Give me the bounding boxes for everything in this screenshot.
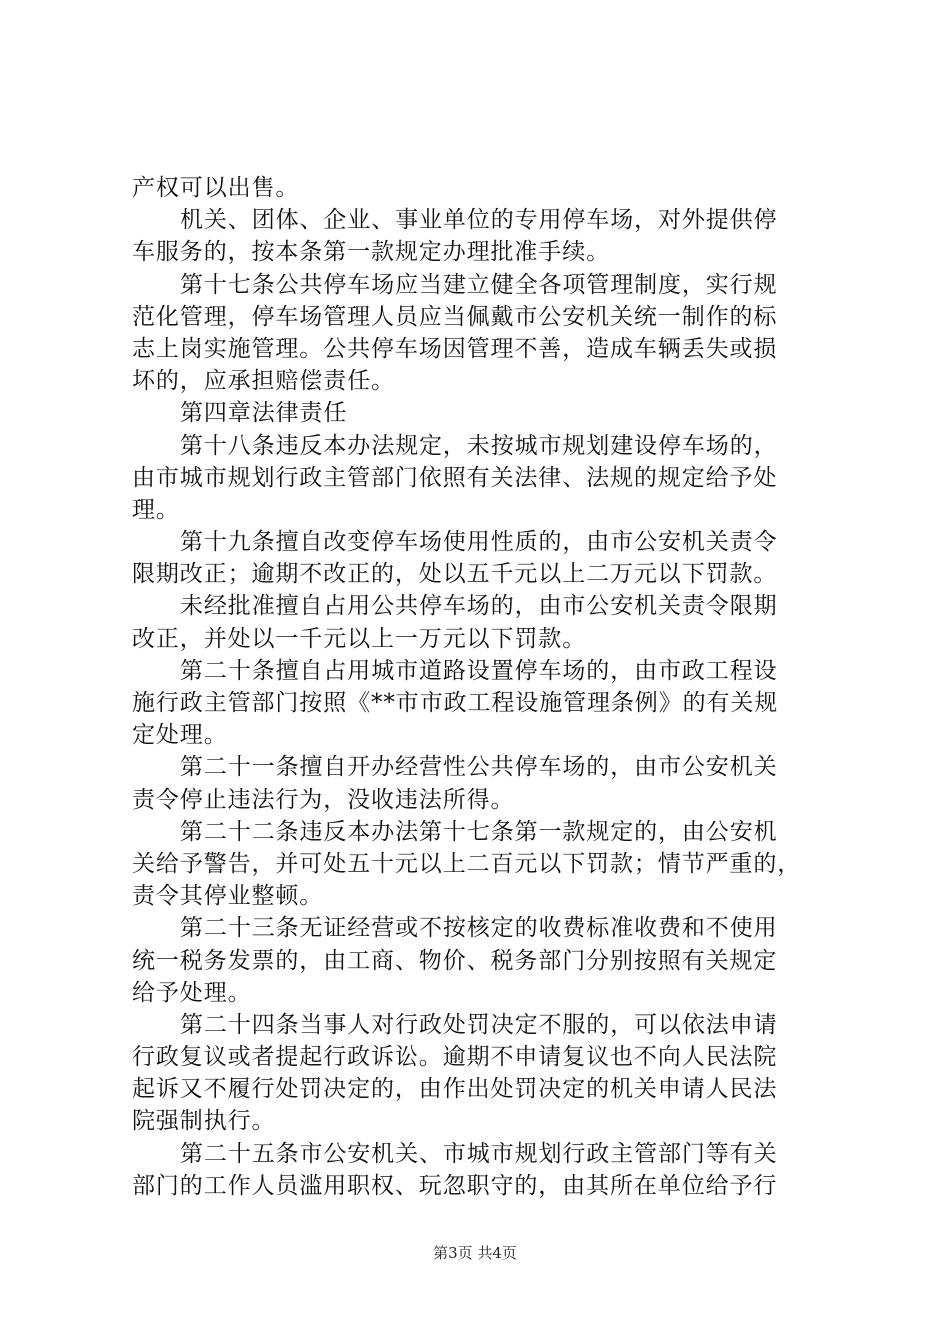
- text-line: 第二十条擅自占用城市道路设置停车场的，由市政工程设: [180, 657, 778, 684]
- text-line: 未经批准擅自占用公共停车场的，由市公安机关责令限期: [180, 593, 778, 620]
- text-line: 范化管理，停车场管理人员应当佩戴市公安机关统一制作的标: [132, 303, 778, 330]
- text-line: 第二十四条当事人对行政处罚决定不服的，可以依法申请: [180, 1011, 778, 1038]
- text-line: 志上岗实施管理。公共停车场因管理不善，造成车辆丢失或损: [132, 335, 778, 362]
- text-line: 理。: [132, 496, 180, 523]
- text-line: 第十八条违反本办法规定，未按城市规划建设停车场的，: [180, 432, 778, 459]
- text-line: 第十九条擅自改变停车场使用性质的，由市公安机关责令: [180, 529, 778, 556]
- text-line: 统一税务发票的，由工商、物价、税务部门分别按照有关规定: [132, 947, 778, 974]
- text-line: 坏的，应承担赔偿责任。: [132, 368, 395, 395]
- text-line: 第二十一条擅自开办经营性公共停车场的，由市公安机关: [180, 754, 778, 781]
- text-line: 责令停止违法行为，没收违法所得。: [132, 786, 515, 813]
- text-line: 限期改正；逾期不改正的，处以五千元以上二万元以下罚款。: [132, 561, 778, 588]
- text-line: 第二十五条市公安机关、市城市规划行政主管部门等有关: [180, 1140, 778, 1167]
- text-line: 车服务的，按本条第一款规定办理批准手续。: [132, 239, 610, 266]
- text-line: 部门的工作人员滥用职权、玩忽职守的，由其所在单位给予行: [132, 1172, 778, 1199]
- text-line: 行政复议或者提起行政诉讼。逾期不申请复议也不向人民法院: [132, 1044, 778, 1071]
- document-body: [132, 172, 832, 1202]
- text-line: 第十七条公共停车场应当建立健全各项管理制度，实行规: [180, 271, 778, 298]
- text-line: 第二十三条无证经营或不按核定的收费标准收费和不使用: [180, 915, 778, 942]
- text-line: 责令其停业整顿。: [132, 883, 324, 910]
- text-line: 施行政主管部门按照《**市市政工程设施管理条例》的有关规: [132, 690, 779, 716]
- chapter-heading: 第四章法律责任: [180, 400, 348, 427]
- text-line: 机关、团体、企业、事业单位的专用停车场，对外提供停: [180, 207, 778, 234]
- text-line: 关给予警告，并可处五十元以上二百元以下罚款；情节严重的，: [132, 850, 802, 877]
- text-line: 产权可以出售。: [132, 175, 300, 201]
- page-number-footer: 第3页 共4页: [433, 1244, 517, 1262]
- text-line: 改正，并处以一千元以上一万元以下罚款。: [132, 625, 587, 652]
- text-line: 给予处理。: [132, 979, 252, 1006]
- text-line: 第二十二条违反本办法第十七条第一款规定的，由公安机: [180, 818, 778, 845]
- text-line: 起诉又不履行处罚决定的，由作出处罚决定的机关申请人民法: [132, 1076, 778, 1103]
- text-line: 院强制执行。: [132, 1108, 276, 1135]
- text-line: 由市城市规划行政主管部门依照有关法律、法规的规定给予处: [132, 464, 778, 491]
- text-line: 定处理。: [132, 722, 228, 749]
